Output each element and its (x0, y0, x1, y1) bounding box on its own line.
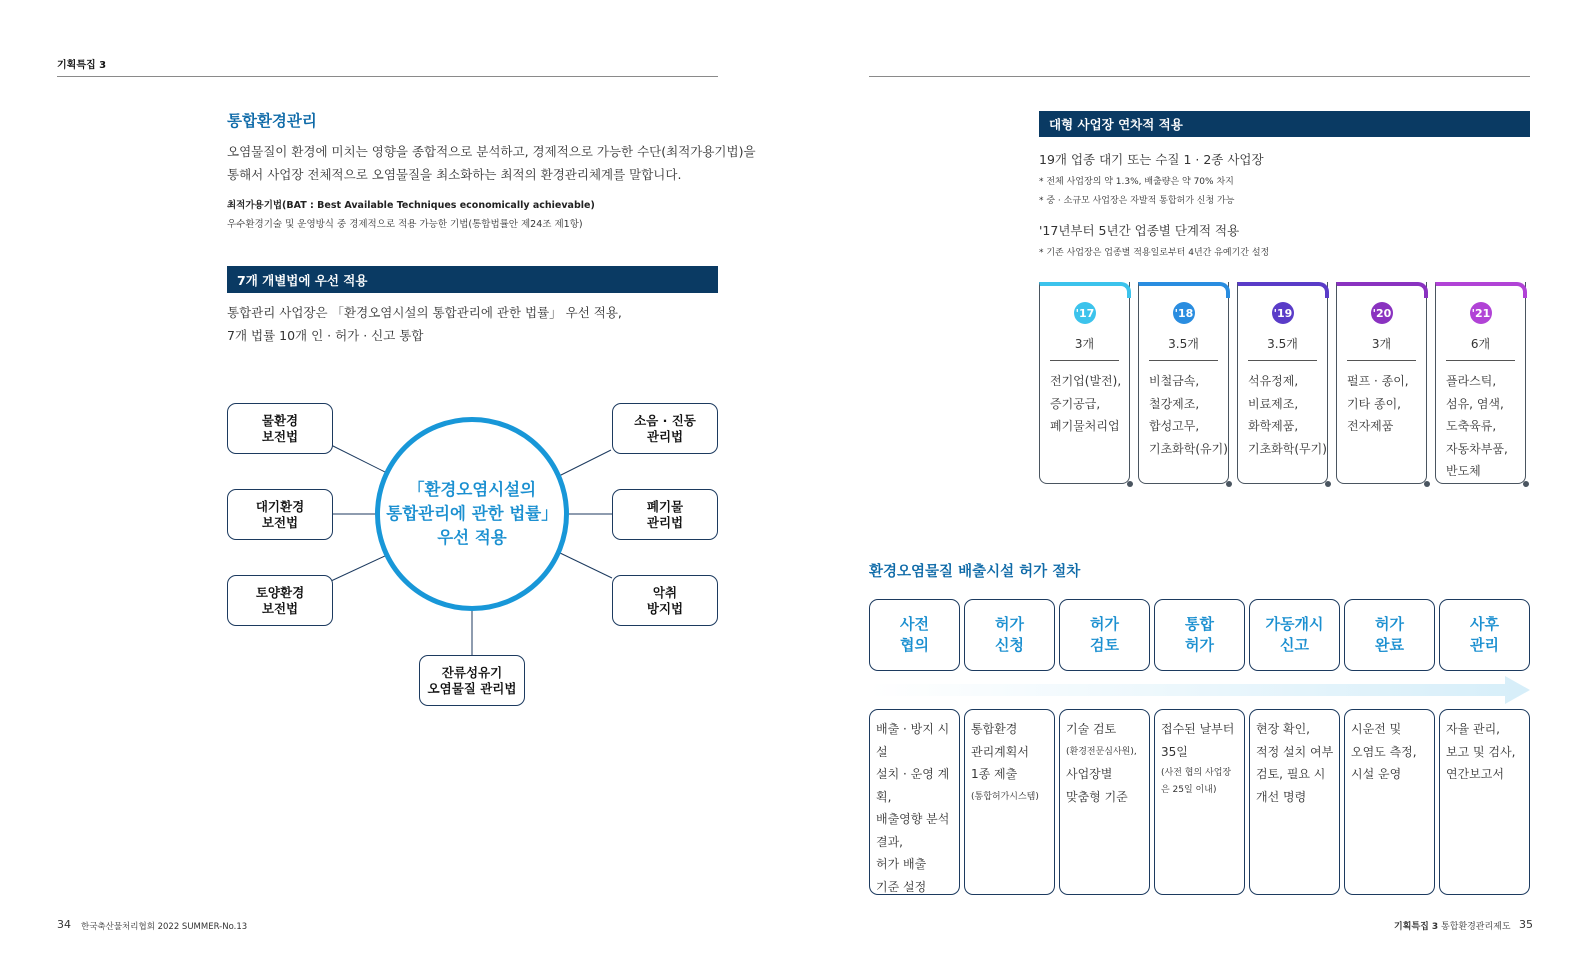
procedure-step: 허가 검토 (1059, 599, 1150, 671)
year-card-accent (1336, 282, 1428, 298)
section-title: 통합환경관리 (227, 112, 317, 130)
phase-note: * 기존 사업장은 업종별 적용일로부터 4년간 유예기간 설정 (1039, 248, 1270, 258)
procedure-step-desc (1344, 709, 1435, 895)
year-industries: 전기업(발전), 증기공급, 폐기물처리업 (1050, 374, 1122, 433)
header-rule-right (869, 76, 1530, 77)
procedure-step: 허가 완료 (1344, 599, 1435, 671)
right-section-label: 기획특집 3 (1394, 922, 1439, 932)
bat-title: 최적가용기법(BAT : Best Available Techniques economically achievable) (227, 200, 595, 211)
procedure-desc-note: (사전 협의 사업장 은 25일 이내) (1161, 768, 1232, 795)
year-card (1435, 282, 1526, 484)
year-divider (1050, 360, 1119, 361)
procedure-desc-text-2: 사업장별 맞춤형 기준 (1066, 767, 1128, 804)
center-law-circle: 「환경오염시설의 통합관리에 관한 법률」 우선 적용 (375, 417, 569, 611)
procedure-step: 허가 신청 (964, 599, 1055, 671)
procedure-desc-text: 배출 · 방지 시설 설치 · 운영 계획, 배출영향 분석 결과, 허가 배출 기준 설정 (876, 722, 950, 894)
year-industry-count: 6개 (1470, 337, 1491, 351)
procedure-title: 환경오염물질 배출시설 허가 절차 (869, 564, 1081, 580)
year-card (1336, 282, 1427, 484)
year-badge: '19 (1272, 302, 1294, 324)
law-waste: 폐기물 관리법 (612, 489, 718, 540)
procedure-step-desc (869, 709, 960, 895)
procedure-desc-text: 접수된 날부터 35일 (1161, 722, 1235, 759)
procedure-step: 통합 허가 (1154, 599, 1245, 671)
procedure-desc-text: 기술 검토 (1066, 722, 1117, 736)
procedure-step-desc (1059, 709, 1150, 895)
year-industries: 석유정제, 비료제조, 화학제품, 기초화학(무기) (1248, 374, 1327, 456)
priority-line-1: 통합관리 사업장은 「환경오염시설의 통합관리에 관한 법률」 우선 적용, (227, 305, 622, 320)
procedure-step-desc (1249, 709, 1340, 895)
year-industry-count: 3개 (1074, 337, 1095, 351)
procedure-step: 사전 협의 (869, 599, 960, 671)
year-badge: '21 (1470, 302, 1492, 324)
year-card-accent (1138, 282, 1230, 298)
law-pops: 잔류성유기 오염물질 관리법 (419, 655, 525, 706)
law-water: 물환경 보전법 (227, 403, 333, 454)
year-card (1138, 282, 1229, 484)
procedure-step-desc (1439, 709, 1530, 895)
bat-desc: 우수환경기술 및 운영방식 중 경제적으로 적용 가능한 기법(통합법률안 제24조 제1항) (227, 219, 583, 230)
law-soil: 토양환경 보전법 (227, 575, 333, 626)
year-card (1237, 282, 1328, 484)
flow-arrow (869, 676, 1531, 706)
procedure-desc-text: 통합환경 관리계획서 1종 제출 (971, 722, 1029, 781)
year-card (1039, 282, 1130, 484)
section-label: 기획특집 3 (57, 60, 107, 71)
law-air: 대기환경 보전법 (227, 489, 333, 540)
year-industries: 플라스틱, 섬유, 염색, 도축육류, 자동차부품, 반도체 (1446, 374, 1508, 478)
procedure-desc-text: 시운전 및 오염도 측정, 시설 운영 (1351, 722, 1417, 781)
law-odor: 악취 방지법 (612, 575, 718, 626)
year-industries: 펄프 · 종이, 기타 종이, 전자제품 (1347, 374, 1409, 433)
year-industries: 비철금속, 철강제조, 합성고무, 기초화학(유기) (1149, 374, 1228, 456)
year-card-accent (1039, 282, 1131, 298)
year-card-dot (1325, 481, 1331, 487)
priority-bar: 7개 개별법에 우선 적용 (227, 266, 718, 293)
phase-title: '17년부터 5년간 업종별 단계적 적용 (1039, 223, 1240, 238)
year-card-dot (1424, 481, 1430, 487)
procedure-desc-note: (환경전문심사원), (1066, 746, 1137, 757)
procedure-step: 사후 관리 (1439, 599, 1530, 671)
phased-bar: 대형 사업장 연차적 적용 (1039, 111, 1530, 137)
law-noise: 소음 · 진동 관리법 (612, 403, 718, 454)
year-divider (1149, 360, 1218, 361)
scope-note-2: * 중 · 소규모 사업장은 자발적 통합허가 신청 가능 (1039, 196, 1235, 206)
year-divider (1347, 360, 1416, 361)
procedure-step-desc (964, 709, 1055, 895)
procedure-desc-text: 현장 확인, 적정 설치 여부 검토, 필요 시 개선 명령 (1256, 722, 1334, 804)
procedure-step-desc (1154, 709, 1245, 895)
year-industry-count: 3.5개 (1267, 337, 1298, 351)
scope-note-1: * 전체 사업장의 약 1.3%, 배출량은 약 70% 차지 (1039, 177, 1234, 187)
year-badge: '17 (1074, 302, 1096, 324)
year-badge: '20 (1371, 302, 1393, 324)
year-card-accent (1435, 282, 1527, 298)
right-section-title: 통합환경관리제도 (1441, 922, 1511, 932)
year-divider (1446, 360, 1515, 361)
intro-line-2: 통해서 사업장 전체적으로 오염물질을 최소화하는 최적의 환경관리체계를 말합니다. (227, 167, 682, 182)
scope-title: 19개 업종 대기 또는 수질 1 · 2종 사업장 (1039, 152, 1264, 167)
procedure-desc-text: 자율 관리, 보고 및 검사, 연간보고서 (1446, 722, 1516, 781)
year-industry-count: 3.5개 (1168, 337, 1199, 351)
year-card-dot (1523, 481, 1529, 487)
procedure-desc-note: (통합허가시스템) (971, 791, 1039, 802)
right-page-number: 35 (1519, 918, 1533, 931)
year-industry-count: 3개 (1371, 337, 1392, 351)
year-card-dot (1226, 481, 1232, 487)
procedure-step: 가동개시 신고 (1249, 599, 1340, 671)
left-page-number: 34 (57, 918, 71, 931)
year-divider (1248, 360, 1317, 361)
left-publication: 한국축산물처리협회 2022 SUMMER-No.13 (81, 922, 248, 932)
year-card-dot (1127, 481, 1133, 487)
intro-line-1: 오염물질이 환경에 미치는 영향을 종합적으로 분석하고, 경제적으로 가능한 수단(최적가용기법)을 (227, 144, 756, 159)
year-card-accent (1237, 282, 1329, 298)
year-badge: '18 (1173, 302, 1195, 324)
priority-line-2: 7개 법률 10개 인 · 허가 · 신고 통합 (227, 328, 424, 343)
